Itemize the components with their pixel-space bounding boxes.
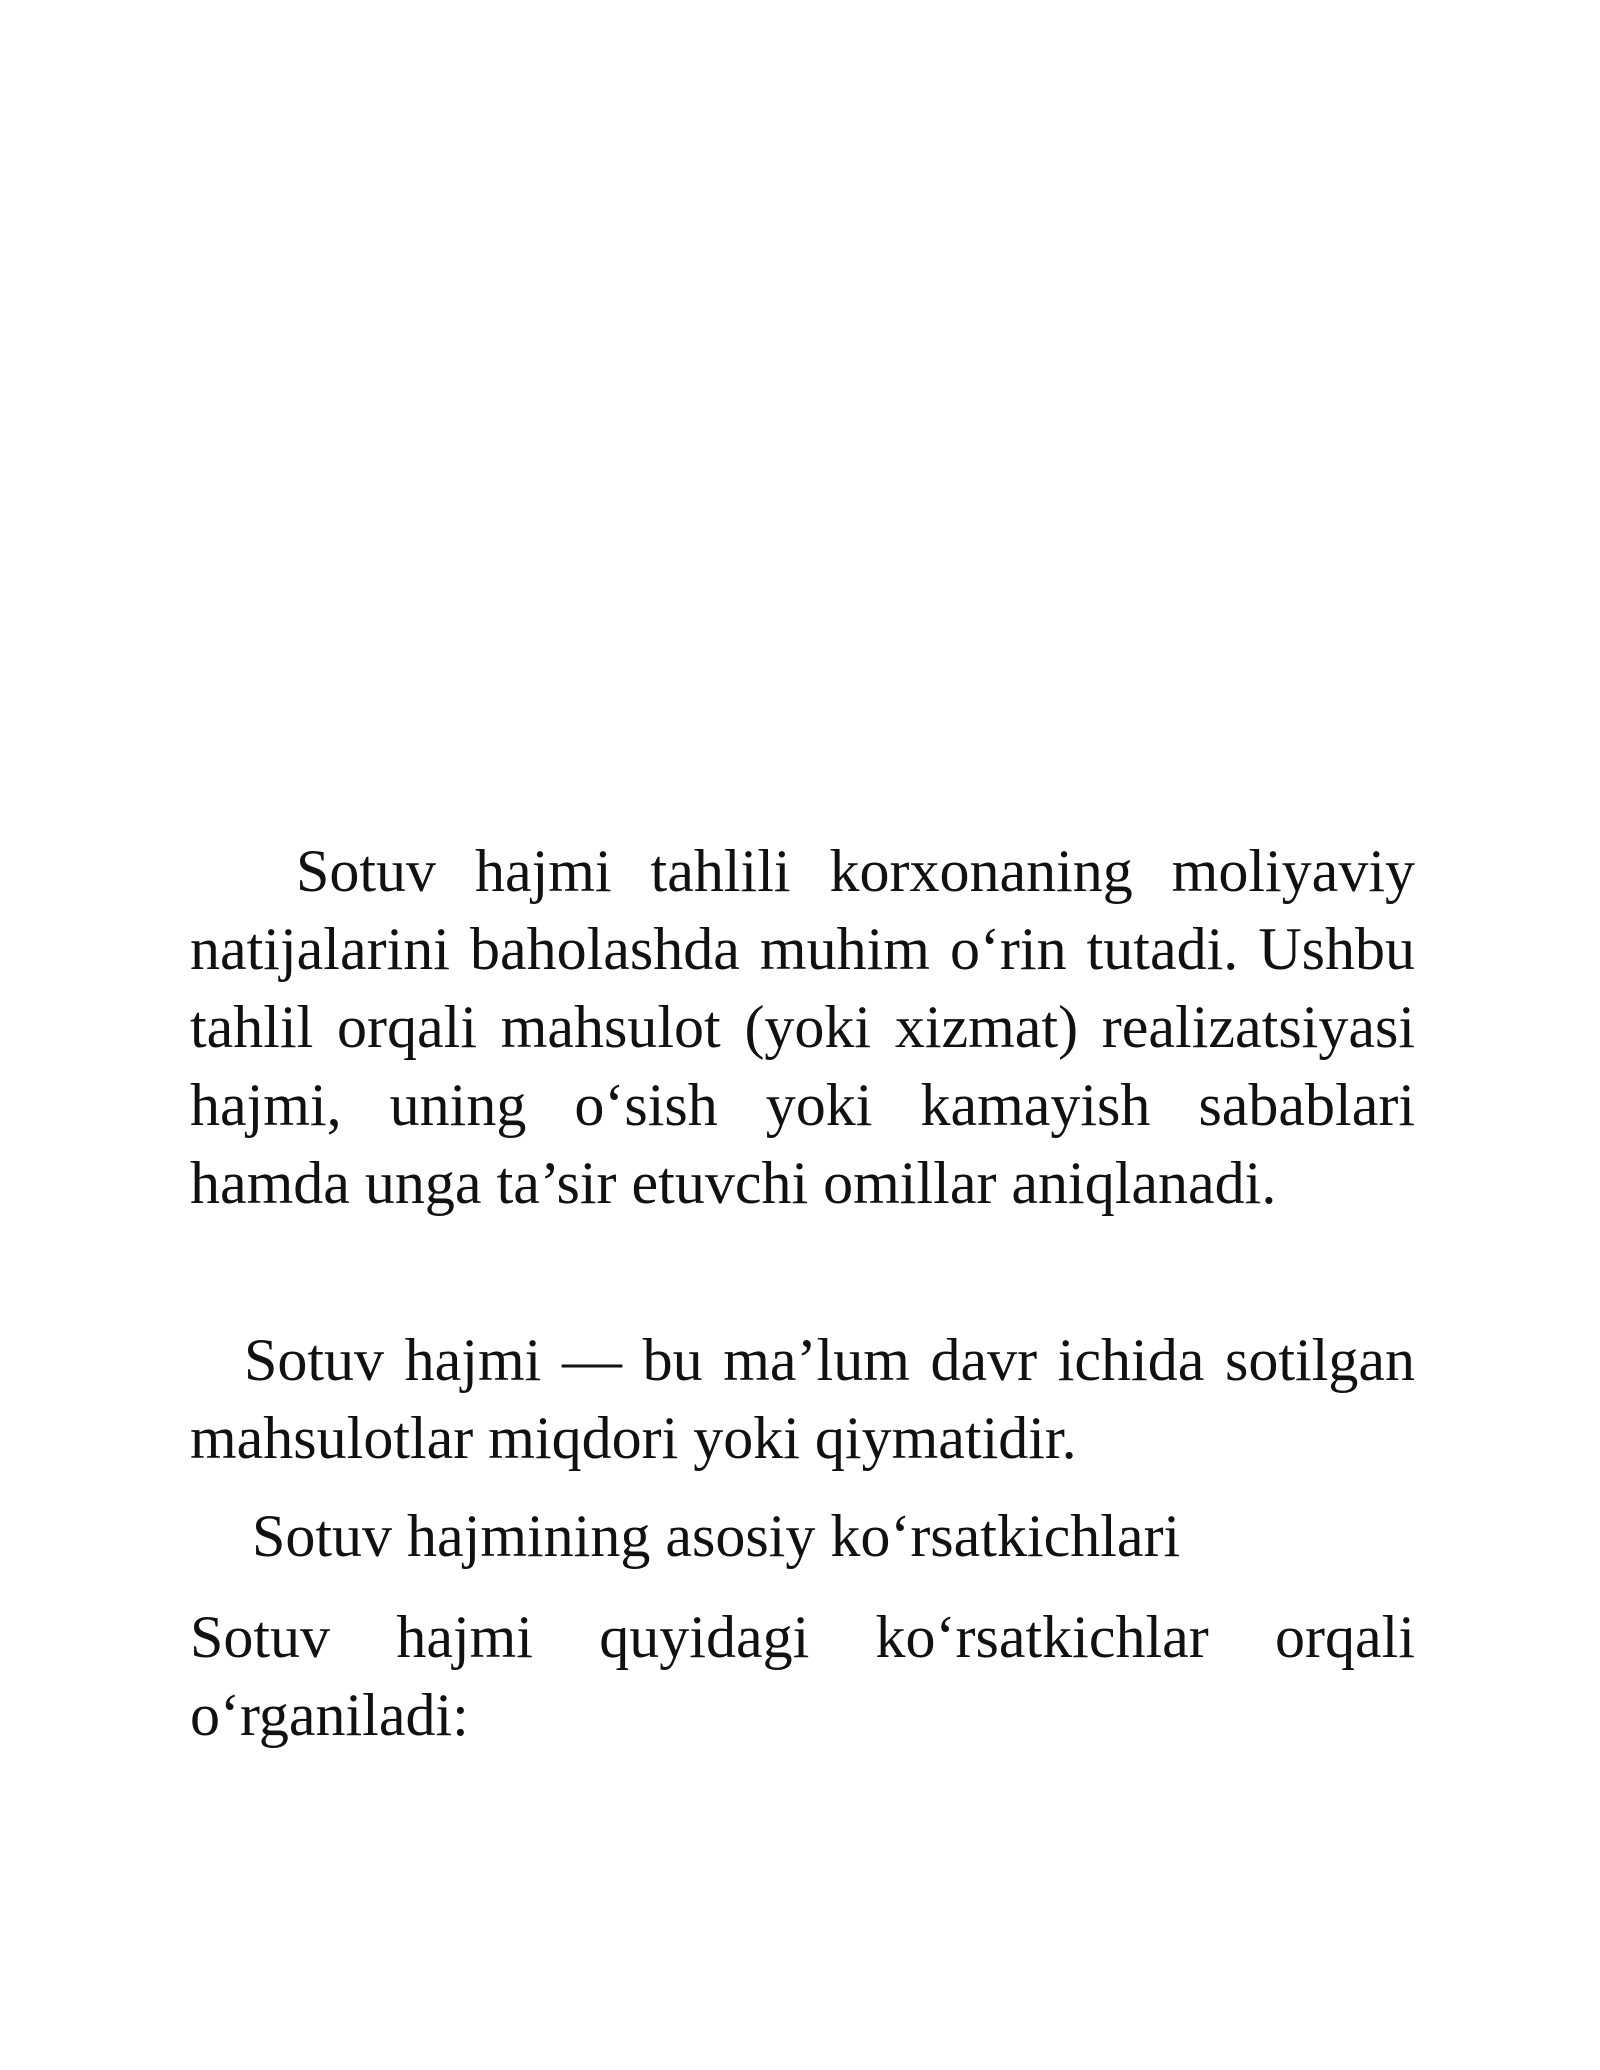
paragraph-sales-definition: Sotuv hajmi — bu ma’lum davr ichida sotilgan mahsulotlar miqdori yoki qiymatidir. [190, 1327, 1415, 1471]
paragraph-indicators-intro: Sotuv hajmi quyidagi ko‘rsatkichlar orqali o‘rganiladi: [190, 1604, 1415, 1748]
paragraph-sales-analysis: Sotuv hajmi tahlili korxonaning moliyaviy natijalarini baholashda muhim o‘rin tutadi. Ushbu tahlil orqali mahsulot (yoki xizmat) realizatsiyasi hajmi, uning o‘sish yoki kamayish sabablari hamda unga ta’sir etuvchi omillar aniqlanadi. [190, 838, 1415, 1216]
section-heading: Sotuv hajmining asosiy ko‘rsatkichlari [252, 1503, 1181, 1569]
